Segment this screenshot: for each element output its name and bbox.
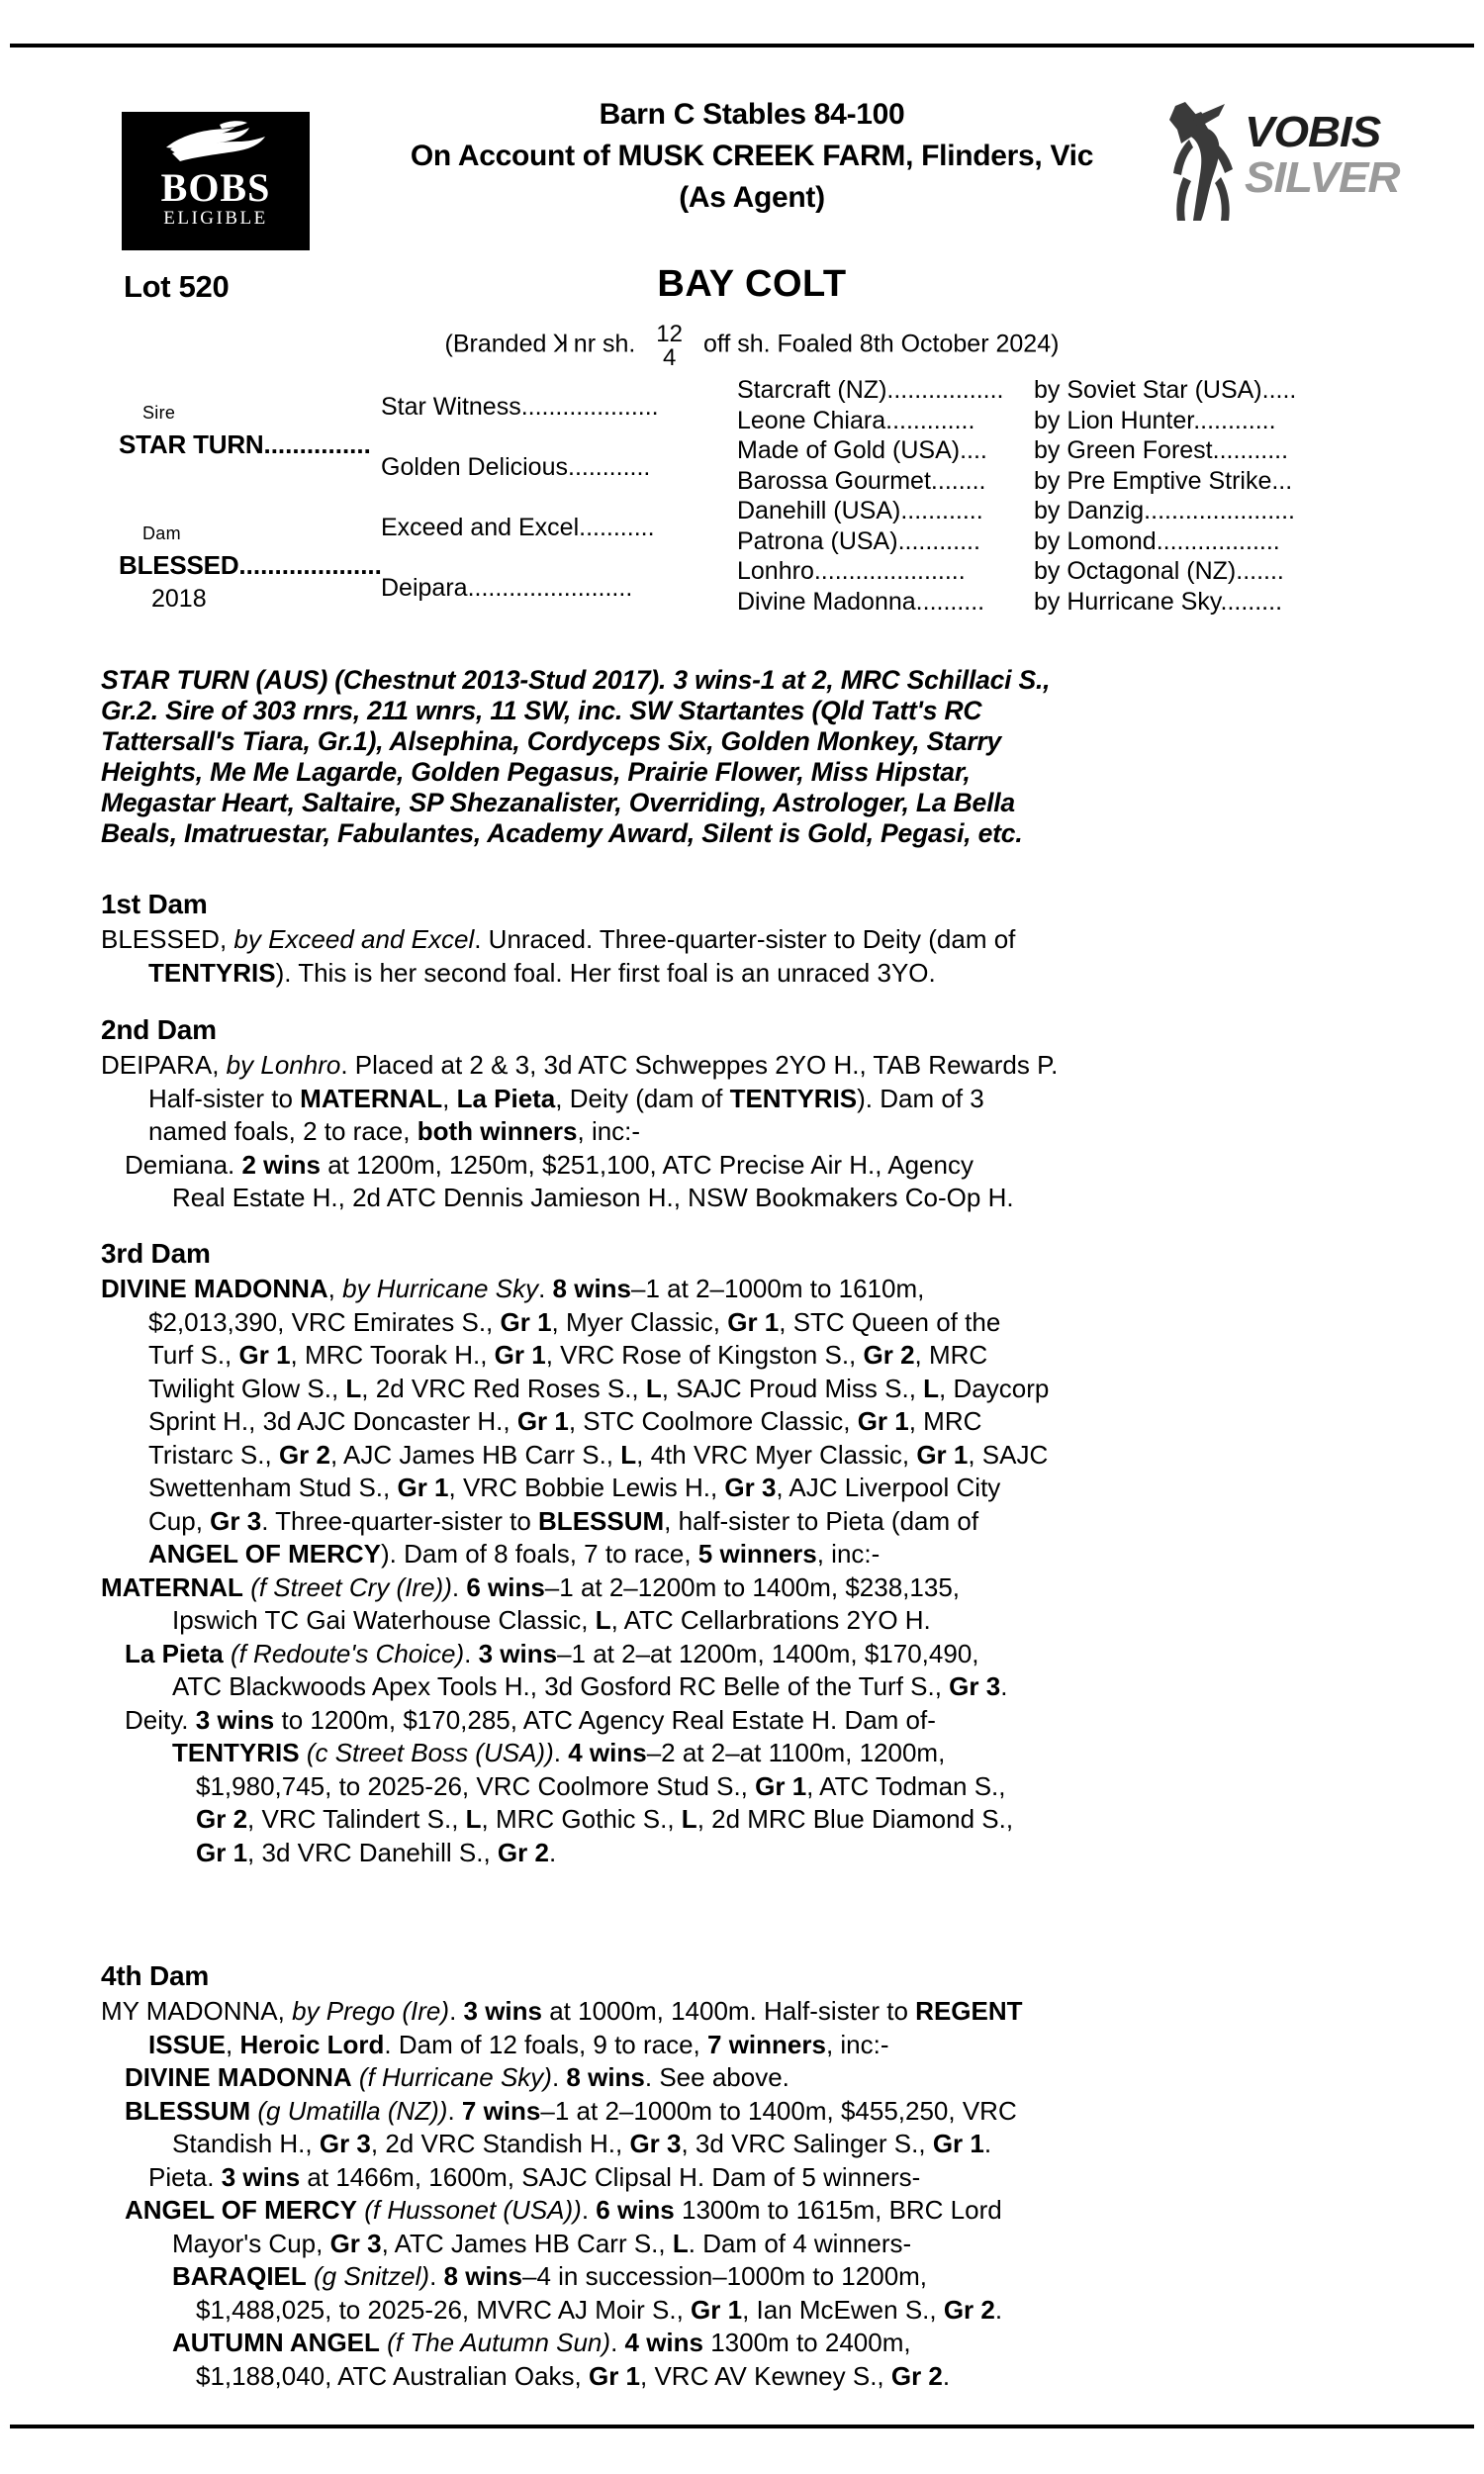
dam-name-text: BLESSED [119, 550, 239, 580]
ggp-leader: ............ [897, 526, 980, 555]
grandparent-sires-sire [381, 392, 659, 422]
grandparent-dams-dam [381, 573, 632, 603]
dam-foaling-year: 2018 [151, 585, 207, 613]
pedigree-text-line: DEIPARA, by Lonhro. Placed at 2 & 3, 3d ATC Schweppes 2YO H., TAB Rewards P. [101, 1050, 1059, 1080]
ggp-name-row [737, 375, 1004, 406]
grandparent-dams-sire [381, 513, 655, 542]
pedigree-text-line: La Pieta (f Redoute's Choice). 3 wins–1 at 2–at 1200m, 1400m, $170,490, [125, 1638, 979, 1668]
sire-name-leader: ............... [263, 429, 371, 459]
pedigree-text-line: ANGEL OF MERCY). Dam of 8 foals, 7 to race, 5 winners, inc:- [148, 1539, 881, 1569]
grandparent-leader: ............ [568, 453, 651, 481]
ggp-sire-name: by Pre Emptive Strike [1034, 466, 1272, 495]
sire-name [119, 428, 371, 461]
pedigree-text-line: AUTUMN ANGEL (f The Autumn Sun). 4 wins 1300m to 2400m, [172, 2328, 911, 2357]
pedigree-text-line: $1,488,025, to 2025-26, MVRC AJ Moir S., Gr 1, Ian McEwen S., Gr 2. [196, 2294, 1003, 2325]
pedigree-text-line: DIVINE MADONNA (f Hurricane Sky). 8 wins. See above. [125, 2062, 789, 2092]
page-header [0, 94, 1484, 272]
pedigree-text-line: BARAQIEL (g Snitzel). 8 wins–4 in succession–1000m to 1200m, [172, 2261, 928, 2291]
pedigree-text-line: Demiana. 2 wins at 1200m, 1250m, $251,100, ATC Precise Air H., Agency [125, 1149, 974, 1180]
dam-section-heading: 3rd Dam [101, 1238, 211, 1269]
pedigree-text-line: Deity. 3 wins to 1200m, $170,285, ATC Agency Real Estate H. Dam of- [125, 1704, 936, 1735]
bobs-eligible-logo [122, 112, 310, 250]
dam-name-leader: .................... [238, 550, 382, 580]
grandparent-leader: ........................ [467, 574, 633, 602]
ggp-name: Made of Gold (USA) [737, 436, 961, 464]
sire-note-line: Megastar Heart, Saltaire, SP Shezanalister, Overriding, Astrologer, La Bella [101, 788, 1015, 817]
ggp-name-row [737, 556, 966, 587]
lot-title-row [0, 263, 1484, 319]
pedigree-text-line: Standish H., Gr 3, 2d VRC Standish H., Gr 3, 3d VRC Salinger S., Gr 1. [172, 2129, 992, 2158]
ggp-sire-leader: ... [1271, 466, 1293, 495]
pedigree-text-line: Gr 2, VRC Talindert S., L, MRC Gothic S., L, 2d MRC Blue Diamond S., [196, 1804, 1014, 1834]
bobs-eligible-label: ELIGIBLE [163, 208, 268, 229]
ggp-sire-leader: .................. [1156, 526, 1280, 555]
ggp-sire-row [1034, 466, 1292, 497]
grandparent-sires-dam [381, 452, 650, 482]
pedigree-text-line: ISSUE, Heroic Lord. Dam of 12 foals, 9 to race, 7 winners, inc:- [148, 2029, 889, 2059]
pedigree-text-line: $2,013,390, VRC Emirates S., Gr 1, Myer Classic, Gr 1, STC Queen of the [148, 1306, 1001, 1337]
second-dam-section [101, 1011, 1392, 1215]
pedigree-text-line: $1,188,040, ATC Australian Oaks, Gr 1, VRC AV Kewney S., Gr 2. [196, 2360, 951, 2391]
third-dam-section [101, 1235, 1392, 1869]
ggp-name: Starcraft (NZ) [737, 376, 887, 404]
ggp-sire-name: by Lomond [1034, 526, 1157, 555]
ggp-sire-row [1034, 587, 1282, 618]
ggp-sire-name: by Danzig [1034, 497, 1145, 524]
ggp-sire-row [1034, 556, 1284, 587]
ggp-sire-row [1034, 435, 1288, 466]
dam-section-body [101, 1995, 1392, 2393]
vendor-details [326, 94, 1177, 219]
vobis-silver-logo [1167, 98, 1400, 225]
ggp-name-row [737, 466, 986, 497]
sire-label-text: Sire [142, 403, 176, 423]
vobis-wordmark-group [1245, 108, 1400, 202]
top-divider-rule [10, 44, 1474, 48]
grandparent-name: Deipara [381, 574, 468, 602]
ggp-name: Danehill (USA) [737, 497, 901, 524]
dam-name [119, 548, 382, 582]
bobs-wordmark: BOBS [160, 165, 271, 210]
ggp-leader: ...................... [813, 557, 966, 585]
dam-section-heading: 2nd Dam [101, 1014, 217, 1045]
pedigree-text-line: $1,980,745, to 2025-26, VRC Coolmore Stud S., Gr 1, ATC Todman S., [196, 1770, 1006, 1801]
lot-number: Lot 520 [124, 269, 230, 304]
vobis-wordmark: VOBIS [1245, 108, 1381, 156]
pedigree-text-line: Half-sister to MATERNAL, La Pieta, Deity (dam of TENTYRIS). Dam of 3 [148, 1083, 984, 1113]
pedigree-text-line: Sprint H., 3d AJC Doncaster H., Gr 1, STC Coolmore Classic, Gr 1, MRC [148, 1406, 982, 1436]
sire-performance-note [101, 665, 1387, 849]
sire-block [119, 396, 371, 461]
branding-and-foaling-line [326, 322, 1177, 369]
ggp-name: Lonhro [737, 557, 814, 585]
dam-section-heading: 4th Dam [101, 1960, 210, 1991]
ggp-name-row [737, 496, 983, 526]
pedigree-text-line: ANGEL OF MERCY (f Hussonet (USA)). 6 wins 1300m to 1615m, BRC Lord [125, 2195, 1002, 2225]
pedigree-text-line: BLESSED, by Exceed and Excel. Unraced. Three-quarter-sister to Deity (dam of [101, 924, 1016, 954]
pedigree-text-line: Mayor's Cup, Gr 3, ATC James HB Carr S., L. Dam of 4 winners- [172, 2228, 912, 2258]
ggp-leader: ............. [885, 406, 975, 434]
brand-suffix-foaled: off sh. Foaled 8th October 2024) [702, 330, 1060, 358]
pedigree-text-line: Turf S., Gr 1, MRC Toorak H., Gr 1, VRC Rose of Kingston S., Gr 2, MRC [148, 1340, 988, 1370]
ggp-sire-name: by Green Forest [1034, 436, 1213, 464]
dam-section-body [101, 923, 1392, 990]
ggp-sire-row [1034, 375, 1296, 406]
pedigree-text-line: MY MADONNA, by Prego (Ire). 3 wins at 1000m, 1400m. Half-sister to REGENT [101, 1996, 1023, 2026]
brand-numerator: 12 [656, 321, 683, 347]
brand-number-fraction [656, 323, 683, 370]
pedigree-text-line: Ipswich TC Gai Waterhouse Classic, L, ATC Cellarbrations 2YO H. [172, 1605, 931, 1635]
dam-section-heading: 1st Dam [101, 889, 208, 919]
grandparent-name: Exceed and Excel [381, 514, 580, 541]
ggp-name: Patrona (USA) [737, 526, 898, 555]
pedigree-text-line: ATC Blackwoods Apex Tools H., 3d Gosford RC Belle of the Turf S., Gr 3. [172, 1671, 1008, 1701]
ggp-sire-name: by Lion Hunter [1034, 406, 1194, 434]
ggp-sire-name: by Octagonal (NZ) [1034, 557, 1237, 585]
pedigree-text-line: Cup, Gr 3. Three-quarter-sister to BLESSUM, half-sister to Pieta (dam of [148, 1505, 979, 1536]
brand-prefix: (Branded [444, 330, 547, 358]
as-agent-note: (As Agent) [679, 181, 825, 214]
sire-label [119, 396, 371, 428]
ggp-name-row [737, 587, 984, 618]
grandparent-name: Star Witness [381, 393, 521, 421]
vobis-jockey-horse-icon [1167, 100, 1239, 223]
dam-label-text: Dam [142, 523, 181, 543]
grandparent-name: Golden Delicious [381, 453, 568, 481]
pedigree-text-line: Twilight Glow S., L, 2d VRC Red Roses S., L, SAJC Proud Miss S., L, Daycorp [148, 1373, 1050, 1403]
sire-note-line: Beals, Imatruestar, Fabulantes, Academy Award, Silent is Gold, Pegasi, etc. [101, 818, 1023, 848]
ggp-name: Barossa Gourmet [737, 466, 931, 495]
ggp-sire-leader: ............ [1193, 406, 1276, 434]
pedigree-text-line: BLESSUM (g Umatilla (NZ)). 7 wins–1 at 2–1000m to 1400m, $455,250, VRC [125, 2095, 1017, 2126]
bobs-horse-icon [156, 118, 275, 167]
ggp-name: Divine Madonna [737, 587, 916, 616]
ggp-name-row [737, 406, 974, 436]
ggp-leader: .... [960, 436, 987, 464]
ggp-name-row [737, 526, 980, 557]
brand-denominator: 4 [662, 344, 677, 371]
dam-block [119, 517, 382, 616]
pedigree-text-line: DIVINE MADONNA, by Hurricane Sky. 8 wins–1 at 2–1000m to 1610m, [101, 1274, 925, 1303]
grandparent-leader: .................... [520, 393, 659, 421]
sire-name-text: STAR TURN [119, 429, 264, 459]
pedigree-text-line: TENTYRIS). This is her second foal. Her first foal is an unraced 3YO. [148, 957, 936, 988]
dam-section-body [101, 1273, 1392, 1869]
pedigree-text-line: Gr 1, 3d VRC Danehill S., Gr 2. [196, 1837, 557, 1867]
ggp-name-row [737, 435, 987, 466]
pedigree-text-line: TENTYRIS (c Street Boss (USA)). 4 wins–2 at 2–at 1100m, 1200m, [172, 1738, 946, 1767]
ggp-leader: ................. [886, 376, 1004, 404]
ggp-sire-leader: ....... [1236, 557, 1284, 585]
pedigree-text-line: named foals, 2 to race, both winners, inc:- [148, 1116, 641, 1146]
ggp-leader: ........ [930, 466, 986, 495]
bottom-divider-rule [10, 2425, 1474, 2428]
ggp-sire-row [1034, 496, 1295, 526]
vendor-account: On Account of MUSK CREEK FARM, Flinders, Vic [410, 140, 1094, 172]
pedigree-text-line: MATERNAL (f Street Cry (Ire)). 6 wins–1 at 2–1200m to 1400m, $238,135, [101, 1571, 961, 1602]
dam-section-body [101, 1049, 1392, 1215]
sire-note-line: Tattersall's Tiara, Gr.1), Alsephina, Cordyceps Six, Golden Monkey, Starry [101, 726, 1001, 756]
pedigree-table [0, 378, 1484, 630]
brand-near-shoulder-label: nr sh. [573, 330, 636, 358]
colour-and-sex: BAY COLT [657, 263, 847, 305]
fourth-dam-section [101, 1957, 1392, 2393]
pedigree-text-line: Tristarc S., Gr 2, AJC James HB Carr S., L, 4th VRC Myer Classic, Gr 1, SAJC [148, 1439, 1049, 1470]
ggp-sire-leader: ...................... [1144, 497, 1295, 524]
pedigree-text-line: Real Estate H., 2d ATC Dennis Jamieson H., NSW Bookmakers Co-Op H. [172, 1183, 1014, 1212]
dam-label [119, 517, 382, 548]
ggp-sire-row [1034, 526, 1280, 557]
ggp-leader: ............ [900, 497, 983, 524]
ggp-sire-row [1034, 406, 1276, 436]
grandparent-leader: ........... [579, 514, 655, 541]
ggp-sire-name: by Soviet Star (USA) [1034, 376, 1262, 404]
sire-note-line: STAR TURN (AUS) (Chestnut 2013-Stud 2017). 3 wins-1 at 2, MRC Schillaci S., [101, 665, 1051, 695]
ggp-leader: .......... [915, 587, 985, 616]
barn-location: Barn C Stables 84-100 [599, 98, 905, 131]
sire-note-line: Gr.2. Sire of 303 rnrs, 211 wnrs, 11 SW, inc. SW Startantes (Qld Tatt's RC [101, 696, 982, 725]
pedigree-text-line: Swettenham Stud S., Gr 1, VRC Bobbie Lewis H., Gr 3, AJC Liverpool City [148, 1473, 1001, 1502]
ggp-name: Leone Chiara [737, 406, 886, 434]
sire-note-line: Heights, Me Me Lagarde, Golden Pegasus, Prairie Flower, Miss Hipstar, [101, 757, 971, 787]
ggp-sire-name: by Hurricane Sky [1034, 587, 1221, 616]
first-dam-section [101, 886, 1392, 990]
ggp-sire-leader: ........... [1212, 436, 1289, 464]
brand-symbol-icon: Ʞ [553, 329, 567, 358]
ggp-sire-leader: ......... [1220, 587, 1283, 616]
vobis-silver-wordmark: SILVER [1245, 153, 1400, 202]
pedigree-text-line: Pieta. 3 wins at 1466m, 1600m, SAJC Clipsal H. Dam of 5 winners- [148, 2161, 921, 2192]
ggp-sire-leader: ..... [1261, 376, 1297, 404]
